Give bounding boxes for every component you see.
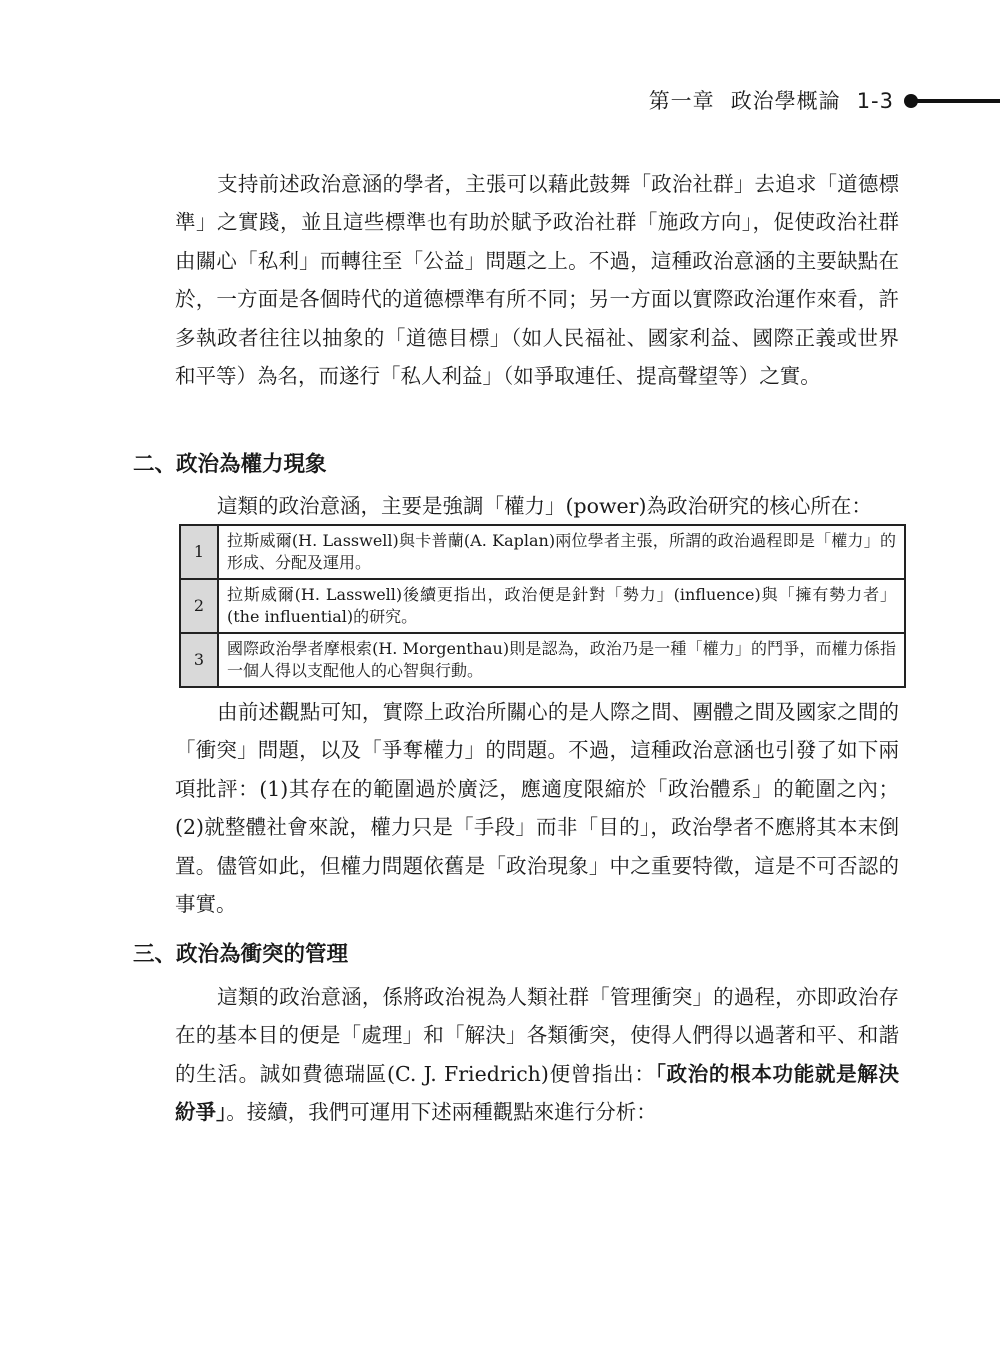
paragraph-text: 這類的政治意涵，係將政治視為人類社群「管理衝突」的過程，亦即政治存在的基本目的便是「處理」和「解決」各類衝突，使得人們得以過著和平、和諧的生活。誠如費德瑞區(C. J. Friedrich)便曾指出： [175,985,899,1086]
chapter-title: 政治學概論 [730,89,841,113]
table-row [180,633,905,687]
section-heading-conflict: 三、政治為衝突的管理 [133,942,349,967]
paragraph-power-critique [175,693,899,923]
header-rule [912,99,1000,103]
running-header [0,84,1000,118]
paragraph-text: 這類的政治意涵，主要是強調「權力」(power)為政治研究的核心所在： [217,494,872,518]
paragraph-text: 支持前述政治意涵的學者，主張可以藉此鼓舞「政治社群」去追求「道德標準」之實踐，並且這些標準也有助於賦予政治社群「施政方向」，促使政治社群由關心「私利」而轉往至「公益」問題之上。不過，這種政治意涵的主要缺點在於，一方面是各個時代的道德標準有所不同；另一方面以實際政治運作來看，許多執政者往往以抽象的「道德目標」（如人民福祉、國家利益、國際正義或世界和平等）為名，而遂行「私人利益」（如爭取連任、提高聲望等）之實。 [175,172,899,389]
paragraph-power-intro [175,487,899,525]
paragraph-moral-standards [175,165,899,395]
section-heading-power: 二、政治為權力現象 [133,452,327,477]
table-row [180,579,905,633]
page-number: 1-3 [856,89,894,113]
paragraph-conflict-management [175,978,899,1132]
table-row [180,525,905,579]
row-number: 2 [180,579,218,633]
paragraph-text: 由前述觀點可知，實際上政治所關心的是人際之間、團體之間及國家之間的「衝突」問題，以及「爭奪權力」的問題。不過，這種政治意涵也引發了如下兩項批評：(1)其存在的範圍過於廣泛，應適度限縮於「政治體系」的範圍之內；(2)就整體社會來說，權力只是「手段」而非「目的」，政治學者不應將其本末倒置。儘管如此，但權力問題依舊是「政治現象」中之重要特徵，這是不可否認的事實。 [175,700,899,917]
row-text: 拉斯威爾(H. Lasswell)與卡普蘭(A. Kaplan)兩位學者主張，所謂的政治過程即是「權力」的形成、分配及運用。 [218,525,905,579]
row-number: 3 [180,633,218,687]
bold-quote: 「政治的根本功能就是解決紛爭」 [175,1061,899,1125]
header-text [633,84,894,118]
chapter-label: 第一章 [648,89,715,113]
row-number: 1 [180,525,218,579]
row-text: 國際政治學者摩根索(H. Morgenthau)則是認為，政治乃是一種「權力」的鬥爭，而權力係指一個人得以支配他人的心智與行動。 [218,633,905,687]
paragraph-text-end: 。接續，我們可運用下述兩種觀點來進行分析： [226,1100,657,1125]
row-text: 拉斯威爾(H. Lasswell)後續更指出，政治便是針對「勢力」(influence)與「擁有勢力者」(the influential)的研究。 [218,579,905,633]
power-theories-table [179,524,906,688]
